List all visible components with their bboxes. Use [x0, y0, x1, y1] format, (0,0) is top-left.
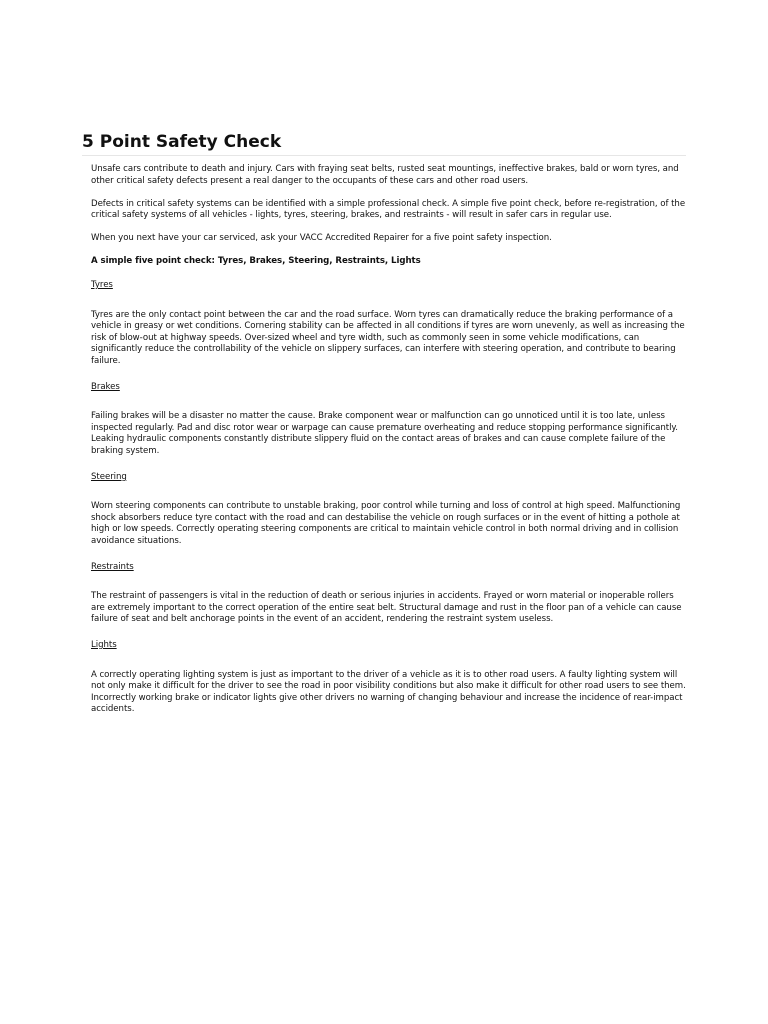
section-body-tyres: Tyres are the only contact point between the car and the road surface. Worn tyres can dramatically reduce the braking performance of a vehicle in greasy or wet conditions. Cornering stability can be affected in all conditions if tyres are worn unevenly, as well as increasing the risk of blow-out at highway speeds. Over-sized wheel and tyre width, such as commonly seen in some vehicle modifications, can significantly reduce the controllability of the vehicle on slippery surfaces, can interfere with steering operation, and contribute to bearing failure.: [91, 309, 685, 367]
title-divider: [82, 155, 686, 156]
intro-paragraph: Defects in critical safety systems can be identified with a simple professional check. A simple five point check, before re-registration, of the critical safety systems of all vehicles - lights, tyres, steering, brakes, and restraints - will result in safer cars in regular use.: [91, 198, 686, 221]
section-title-brakes: Brakes: [91, 381, 120, 392]
page-title: 5 Point Safety Check: [82, 132, 282, 152]
intro-paragraph: Unsafe cars contribute to death and injury. Cars with fraying seat belts, rusted seat mountings, ineffective brakes, bald or worn tyres, and other critical safety defects present a real danger to the occupants of these cars and other road users.: [91, 164, 679, 186]
section-title-lights: Lights: [91, 639, 117, 650]
intro-paragraph: When you next have your car serviced, ask your VACC Accredited Repairer for a five point safety inspection.: [91, 233, 552, 244]
section-body-brakes: Failing brakes will be a disaster no matter the cause. Brake component wear or malfunction can go unnoticed until it is too late, unless inspected regularly. Pad and disc rotor wear or warpage can cause premature overheating and reduce stopping performance significantly. Leaking hydraulic components constantly distribute slippery fluid on the contact areas of brakes and can cause complete failure of the braking system.: [91, 411, 678, 456]
section-title-steering: Steering: [91, 471, 127, 482]
section-body-restraints: The restraint of passengers is vital in the reduction of death or serious injuries in accidents. Frayed or worn material or inoperable rollers are extremely important to the correct operation of the entire seat belt. Structural damage and rust in the floor pan of a vehicle can cause failure of seat and belt anchorage points in the event of an accident, rendering the restraint system useless.: [91, 591, 682, 625]
check-heading: A simple five point check: Tyres, Brakes, Steering, Restraints, Lights: [91, 256, 421, 267]
section-title-restraints: Restraints: [91, 561, 134, 572]
section-body-steering: Worn steering components can contribute to unstable braking, poor control while turning and loss of control at high speed. Malfunctioning shock absorbers reduce tyre contact with the road and can destabilise the vehicle on rough surfaces or in the event of hitting a pothole at high or low speeds. Correctly operating steering components are critical to maintain vehicle control in both normal driving and in collision avoidance situations.: [91, 501, 681, 546]
article-body: [91, 164, 686, 730]
section-title-tyres: Tyres: [91, 280, 113, 291]
section-body-lights: A correctly operating lighting system is just as important to the driver of a vehicle as it is to other road users. A faulty lighting system will not only make it difficult for the driver to see the road in poor visibility conditions but also make it difficult for other road users to see them. Incorrectly working brake or indicator lights give other drivers no warning of changing behaviour and increase the incidence of rear-impact accidents.: [91, 669, 686, 715]
